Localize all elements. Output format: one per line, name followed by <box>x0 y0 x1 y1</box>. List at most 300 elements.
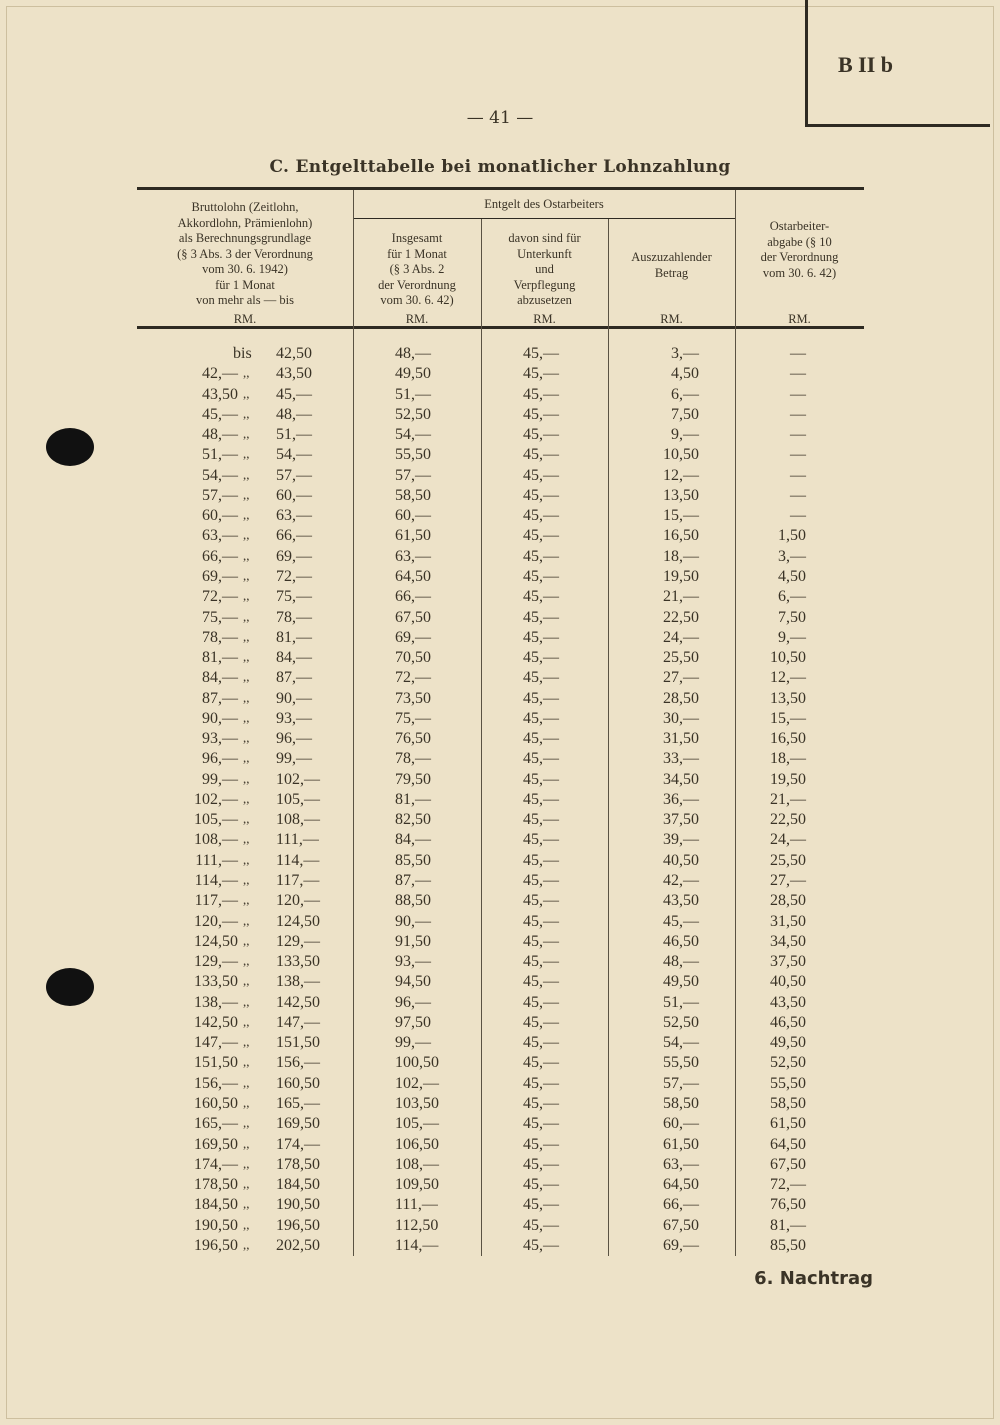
cell-auszahlung: 30,— <box>663 709 699 727</box>
cell-from: 165,— <box>194 1115 238 1133</box>
cell-abgabe: 52,50 <box>770 1054 806 1072</box>
cell-from: 93,— <box>202 730 238 748</box>
header-line: abzusetzen <box>517 293 572 307</box>
cell-insgesamt: 72,— <box>395 669 431 687</box>
cell-from: 190,50 <box>194 1216 238 1234</box>
cell-separator: ,, <box>243 851 250 867</box>
cell-to: 111,— <box>276 831 319 849</box>
cell-auszahlung: 28,50 <box>663 689 699 707</box>
cell-abgabe: — <box>790 446 806 464</box>
cell-abgabe: 81,— <box>770 1216 806 1234</box>
table-row <box>137 1034 864 1054</box>
punch-hole <box>46 428 94 466</box>
table-row <box>137 527 864 547</box>
cell-separator: ,, <box>243 1013 250 1029</box>
cell-abgabe: 7,50 <box>778 608 806 626</box>
cell-abgabe: 25,50 <box>770 851 806 869</box>
header-line: Verpflegung <box>513 277 576 292</box>
cell-separator: ,, <box>243 567 250 583</box>
unit-label: RM. <box>788 312 811 326</box>
cell-to: 43,50 <box>276 365 312 383</box>
cell-abgabe: 22,50 <box>770 811 806 829</box>
cell-to: 99,— <box>276 750 312 768</box>
table-row <box>137 1176 864 1196</box>
cell-auszahlung: 3,— <box>671 345 699 362</box>
cell-abgabe: — <box>790 486 806 504</box>
header-line: (§ 3 Abs. 3 der Verordnung <box>177 246 313 261</box>
cell-to: 57,— <box>276 466 312 484</box>
cell-to: 63,— <box>276 507 312 525</box>
cell-insgesamt: 91,50 <box>395 932 431 950</box>
cell-abgabe: 28,50 <box>770 892 806 910</box>
table-row <box>137 892 864 912</box>
cell-abgabe: — <box>790 405 806 423</box>
cell-from: 45,— <box>202 405 238 423</box>
table-row <box>137 467 864 487</box>
cell-insgesamt: 52,50 <box>395 405 431 423</box>
table-row <box>137 913 864 933</box>
cell-to: 81,— <box>276 628 312 646</box>
cell-auszahlung: 9,— <box>671 426 699 444</box>
cell-auszahlung: 54,— <box>663 1034 699 1052</box>
cell-insgesamt: 85,50 <box>395 851 431 869</box>
cell-from: 66,— <box>202 547 238 565</box>
cell-to: 184,50 <box>276 1176 320 1194</box>
cell-unterkunft: 45,— <box>523 811 559 829</box>
cell-to: 45,— <box>276 385 312 403</box>
cell-unterkunft: 45,— <box>523 872 559 890</box>
cell-separator: ,, <box>243 669 250 685</box>
cell-abgabe: 40,50 <box>770 973 806 991</box>
table-row <box>137 588 864 608</box>
header-line: vom 30. 6. 42) <box>762 265 837 280</box>
cell-abgabe: 13,50 <box>770 689 806 707</box>
table-row <box>137 345 864 365</box>
cell-separator: ,, <box>243 588 250 604</box>
table-row <box>137 426 864 446</box>
cell-abgabe: — <box>790 345 806 362</box>
cell-insgesamt: 57,— <box>395 466 431 484</box>
cell-insgesamt: 75,— <box>395 709 431 727</box>
cell-unterkunft: 45,— <box>523 1054 559 1072</box>
cell-insgesamt: 90,— <box>395 912 431 930</box>
cell-unterkunft: 45,— <box>523 770 559 788</box>
cell-from: 78,— <box>202 628 238 646</box>
cell-auszahlung: 67,50 <box>663 1216 699 1234</box>
cell-from: 120,— <box>194 912 238 930</box>
table-row <box>137 568 864 588</box>
cell-separator: ,, <box>243 547 250 563</box>
cell-auszahlung: 66,— <box>663 1196 699 1214</box>
cell-separator: ,, <box>243 709 250 725</box>
cell-unterkunft: 45,— <box>523 588 559 606</box>
cell-unterkunft: 45,— <box>523 608 559 626</box>
cell-unterkunft: 45,— <box>523 892 559 910</box>
unit-label: RM. <box>405 312 429 326</box>
cell-abgabe: 76,50 <box>770 1196 806 1214</box>
cell-from: 57,— <box>202 486 238 504</box>
cell-from: 84,— <box>202 669 238 687</box>
cell-auszahlung: 34,50 <box>663 770 699 788</box>
cell-separator: ,, <box>243 405 250 421</box>
cell-to: 147,— <box>276 1013 320 1031</box>
cell-separator: ,, <box>243 486 250 502</box>
cell-separator: ,, <box>243 1196 250 1212</box>
cell-to: 102,— <box>276 770 320 788</box>
cell-separator: ,, <box>243 790 250 806</box>
cell-auszahlung: 46,50 <box>663 932 699 950</box>
cell-from: 60,— <box>202 507 238 525</box>
cell-unterkunft: 45,— <box>523 1176 559 1194</box>
table-row <box>137 507 864 527</box>
table-row <box>137 386 864 406</box>
cell-insgesamt: 64,50 <box>395 567 431 585</box>
cell-auszahlung: 45,— <box>663 912 699 930</box>
cell-separator: ,, <box>243 1034 250 1050</box>
cell-to: 48,— <box>276 405 312 423</box>
cell-to: 202,50 <box>276 1236 320 1254</box>
cell-separator: ,, <box>243 507 250 523</box>
cell-abgabe: 43,50 <box>770 993 806 1011</box>
cell-abgabe: — <box>790 365 806 383</box>
cell-to: 90,— <box>276 689 312 707</box>
unit-label: RM. <box>660 312 683 326</box>
cell-unterkunft: 45,— <box>523 1216 559 1234</box>
cell-auszahlung: 10,50 <box>663 446 699 464</box>
cell-auszahlung: 7,50 <box>671 405 699 423</box>
cell-insgesamt: 54,— <box>395 426 431 444</box>
cell-abgabe: 21,— <box>770 790 806 808</box>
table-row <box>137 1054 864 1074</box>
header-line: Auszuzahlender <box>631 250 712 264</box>
cell-from: 151,50 <box>194 1054 238 1072</box>
cell-auszahlung: 60,— <box>663 1115 699 1133</box>
cell-from: 178,50 <box>194 1176 238 1194</box>
cell-abgabe: 6,— <box>778 588 806 606</box>
cell-abgabe: — <box>790 507 806 525</box>
footer-note: 6. Nachtrag <box>754 1268 873 1289</box>
cell-separator: ,, <box>243 649 250 665</box>
cell-auszahlung: 52,50 <box>663 1013 699 1031</box>
header-line: Betrag <box>654 265 689 280</box>
header-line: vom 30. 6. 1942) <box>202 262 288 276</box>
cell-unterkunft: 45,— <box>523 649 559 667</box>
cell-insgesamt: 84,— <box>395 831 431 849</box>
cell-separator: ,, <box>243 872 250 888</box>
cell-separator: ,, <box>243 527 250 543</box>
cell-auszahlung: 4,50 <box>671 365 699 383</box>
cell-auszahlung: 13,50 <box>663 486 699 504</box>
cell-separator: ,, <box>243 1155 250 1171</box>
cell-unterkunft: 45,— <box>523 446 559 464</box>
cell-to: 124,50 <box>276 912 320 930</box>
cell-auszahlung: 69,— <box>663 1236 699 1254</box>
cell-insgesamt: 63,— <box>395 547 431 565</box>
cell-insgesamt: 76,50 <box>395 730 431 748</box>
cell-abgabe: 85,50 <box>770 1236 806 1254</box>
cell-insgesamt: 81,— <box>395 790 431 808</box>
cell-separator: bis <box>233 345 252 362</box>
cell-insgesamt: 103,50 <box>395 1094 439 1112</box>
cell-separator: ,, <box>243 932 250 948</box>
cell-separator: ,, <box>243 628 250 644</box>
cell-insgesamt: 78,— <box>395 750 431 768</box>
header-unterkunft <box>481 231 608 309</box>
cell-insgesamt: 73,50 <box>395 689 431 707</box>
cell-from: 51,— <box>202 446 238 464</box>
cell-abgabe: 55,50 <box>770 1074 806 1092</box>
cell-to: 75,— <box>276 588 312 606</box>
cell-abgabe: 37,50 <box>770 953 806 971</box>
cell-from: 96,— <box>202 750 238 768</box>
cell-insgesamt: 55,50 <box>395 446 431 464</box>
table-top-rule <box>137 187 864 190</box>
cell-abgabe: 49,50 <box>770 1034 806 1052</box>
cell-abgabe: 27,— <box>770 872 806 890</box>
table-row <box>137 750 864 770</box>
cell-to: 54,— <box>276 446 312 464</box>
cell-to: 60,— <box>276 486 312 504</box>
cell-separator: ,, <box>243 385 250 401</box>
cell-from: 142,50 <box>194 1013 238 1031</box>
cell-abgabe: 10,50 <box>770 649 806 667</box>
table-row <box>137 1115 864 1135</box>
cell-unterkunft: 45,— <box>523 1115 559 1133</box>
cell-unterkunft: 45,— <box>523 527 559 545</box>
cell-unterkunft: 45,— <box>523 1135 559 1153</box>
unit-label: RM. <box>533 312 556 326</box>
cell-unterkunft: 45,— <box>523 689 559 707</box>
cell-to: 178,50 <box>276 1155 320 1173</box>
header-group: Entgelt des Ostarbeiters <box>484 197 604 211</box>
cell-unterkunft: 45,— <box>523 405 559 423</box>
cell-auszahlung: 49,50 <box>663 973 699 991</box>
cell-unterkunft: 45,— <box>523 851 559 869</box>
cell-to: 165,— <box>276 1094 320 1112</box>
table-row <box>137 771 864 791</box>
cell-insgesamt: 100,50 <box>395 1054 439 1072</box>
header-brutto <box>137 200 353 309</box>
cell-insgesamt: 112,50 <box>395 1216 439 1234</box>
table-row <box>137 872 864 892</box>
cell-unterkunft: 45,— <box>523 730 559 748</box>
table-row <box>137 649 864 669</box>
cell-from: 129,— <box>194 953 238 971</box>
cell-abgabe: 9,— <box>778 628 806 646</box>
cell-to: 156,— <box>276 1054 320 1072</box>
cell-insgesamt: 70,50 <box>395 649 431 667</box>
cell-separator: ,, <box>243 912 250 928</box>
cell-unterkunft: 45,— <box>523 426 559 444</box>
cell-separator: ,, <box>243 446 250 462</box>
table-row <box>137 690 864 710</box>
cell-to: 108,— <box>276 811 320 829</box>
cell-insgesamt: 94,50 <box>395 973 431 991</box>
cell-unterkunft: 45,— <box>523 547 559 565</box>
cell-separator: ,, <box>243 973 250 989</box>
cell-abgabe: 1,50 <box>778 527 806 545</box>
cell-abgabe: 19,50 <box>770 770 806 788</box>
cell-unterkunft: 45,— <box>523 790 559 808</box>
cell-insgesamt: 82,50 <box>395 811 431 829</box>
cell-auszahlung: 25,50 <box>663 649 699 667</box>
cell-separator: ,, <box>243 608 250 624</box>
cell-abgabe: 61,50 <box>770 1115 806 1133</box>
table-row <box>137 710 864 730</box>
cell-unterkunft: 45,— <box>523 507 559 525</box>
cell-auszahlung: 21,— <box>663 588 699 606</box>
cell-unterkunft: 45,— <box>523 1094 559 1112</box>
cell-auszahlung: 39,— <box>663 831 699 849</box>
unit-label: RM. <box>233 312 257 326</box>
cell-to: 151,50 <box>276 1034 320 1052</box>
cell-insgesamt: 97,50 <box>395 1013 431 1031</box>
cell-auszahlung: 43,50 <box>663 892 699 910</box>
cell-from: 114,— <box>194 872 238 890</box>
cell-abgabe: 18,— <box>770 750 806 768</box>
cell-unterkunft: 45,— <box>523 1155 559 1173</box>
header-line: und <box>535 262 554 276</box>
cell-from: 133,50 <box>194 973 238 991</box>
cell-from: 196,50 <box>194 1236 238 1254</box>
cell-auszahlung: 31,50 <box>663 730 699 748</box>
header-line: der Verordnung <box>760 250 839 264</box>
section-label: B II b <box>838 52 894 77</box>
cell-auszahlung: 37,50 <box>663 811 699 829</box>
cell-separator: ,, <box>243 466 250 482</box>
cell-auszahlung: 58,50 <box>663 1094 699 1112</box>
cell-to: 72,— <box>276 567 312 585</box>
cell-auszahlung: 27,— <box>663 669 699 687</box>
cell-separator: ,, <box>243 1216 250 1232</box>
cell-from: 75,— <box>202 608 238 626</box>
cell-to: 66,— <box>276 527 312 545</box>
header-line: der Verordnung <box>378 277 456 292</box>
page-title: C. Entgelttabelle bei monatlicher Lohnzahlung <box>269 157 731 177</box>
cell-to: 142,50 <box>276 993 320 1011</box>
header-line: Ostarbeiter- <box>769 219 830 233</box>
cell-separator: ,, <box>243 689 250 705</box>
cell-auszahlung: 19,50 <box>663 567 699 585</box>
cell-from: 54,— <box>202 466 238 484</box>
cell-unterkunft: 45,— <box>523 345 559 362</box>
cell-from: 43,50 <box>202 385 238 403</box>
cell-to: 169,50 <box>276 1115 320 1133</box>
cell-abgabe: 3,— <box>778 547 806 565</box>
cell-auszahlung: 22,50 <box>663 608 699 626</box>
cell-from: 102,— <box>194 790 238 808</box>
cell-auszahlung: 16,50 <box>663 527 699 545</box>
cell-insgesamt: 105,— <box>395 1115 439 1133</box>
cell-insgesamt: 109,50 <box>395 1176 439 1194</box>
cell-from: 108,— <box>194 831 238 849</box>
cell-unterkunft: 45,— <box>523 466 559 484</box>
cell-from: 111,— <box>195 851 238 869</box>
cell-separator: ,, <box>243 993 250 1009</box>
cell-auszahlung: 36,— <box>663 790 699 808</box>
cell-to: 96,— <box>276 730 312 748</box>
cell-from: 105,— <box>194 811 238 829</box>
cell-to: 138,— <box>276 973 320 991</box>
cell-unterkunft: 45,— <box>523 567 559 585</box>
page-number: — 41 — <box>466 108 534 128</box>
table-row <box>137 406 864 426</box>
cell-auszahlung: 18,— <box>663 547 699 565</box>
cell-auszahlung: 63,— <box>663 1155 699 1173</box>
cell-insgesamt: 79,50 <box>395 770 431 788</box>
cell-unterkunft: 45,— <box>523 953 559 971</box>
cell-to: 51,— <box>276 426 312 444</box>
cell-insgesamt: 67,50 <box>395 608 431 626</box>
header-line: abgabe (§ 10 <box>767 234 832 249</box>
cell-insgesamt: 66,— <box>395 588 431 606</box>
cell-insgesamt: 93,— <box>395 953 431 971</box>
cell-separator: ,, <box>243 1074 250 1090</box>
table-row <box>137 1156 864 1176</box>
cell-abgabe: — <box>790 385 806 403</box>
cell-to: 129,— <box>276 932 320 950</box>
cell-separator: ,, <box>243 750 250 766</box>
cell-separator: ,, <box>243 1054 250 1070</box>
cell-insgesamt: 60,— <box>395 507 431 525</box>
cell-insgesamt: 87,— <box>395 872 431 890</box>
cell-from: 124,50 <box>194 932 238 950</box>
cell-auszahlung: 33,— <box>663 750 699 768</box>
table-row <box>137 994 864 1014</box>
cell-unterkunft: 45,— <box>523 1236 559 1254</box>
table-row <box>137 1014 864 1034</box>
cell-insgesamt: 61,50 <box>395 527 431 545</box>
header-line: für 1 Monat <box>215 277 275 292</box>
cell-separator: ,, <box>243 770 250 786</box>
cell-abgabe: 72,— <box>770 1176 806 1194</box>
table-row <box>137 1217 864 1237</box>
cell-auszahlung: 24,— <box>663 628 699 646</box>
cell-abgabe: 64,50 <box>770 1135 806 1153</box>
cell-unterkunft: 45,— <box>523 486 559 504</box>
cell-unterkunft: 45,— <box>523 912 559 930</box>
cell-auszahlung: 40,50 <box>663 851 699 869</box>
cell-from: 99,— <box>202 770 238 788</box>
cell-from: 69,— <box>202 567 238 585</box>
cell-separator: ,, <box>243 1115 250 1131</box>
cell-insgesamt: 48,— <box>395 345 431 362</box>
cell-abgabe: 16,50 <box>770 730 806 748</box>
cell-insgesamt: 96,— <box>395 993 431 1011</box>
header-abgabe <box>735 219 864 281</box>
header-line: Bruttolohn (Zeitlohn, <box>191 200 299 214</box>
table-row <box>137 852 864 872</box>
cell-to: 78,— <box>276 608 312 626</box>
cell-abgabe: 31,50 <box>770 912 806 930</box>
cell-insgesamt: 69,— <box>395 628 431 646</box>
header-line: für 1 Monat <box>387 246 447 261</box>
cell-abgabe: — <box>790 426 806 444</box>
cell-insgesamt: 114,— <box>395 1236 439 1254</box>
cell-from: 147,— <box>194 1034 238 1052</box>
cell-auszahlung: 57,— <box>663 1074 699 1092</box>
cell-unterkunft: 45,— <box>523 385 559 403</box>
cell-separator: ,, <box>243 1135 250 1151</box>
table-row <box>137 1196 864 1216</box>
table-row <box>137 1237 864 1257</box>
table-row <box>137 487 864 507</box>
cell-auszahlung: 6,— <box>671 385 699 403</box>
header-auszahlung <box>608 250 735 281</box>
table-row <box>137 953 864 973</box>
header-line: vom 30. 6. 42) <box>380 293 454 307</box>
cell-unterkunft: 45,— <box>523 669 559 687</box>
